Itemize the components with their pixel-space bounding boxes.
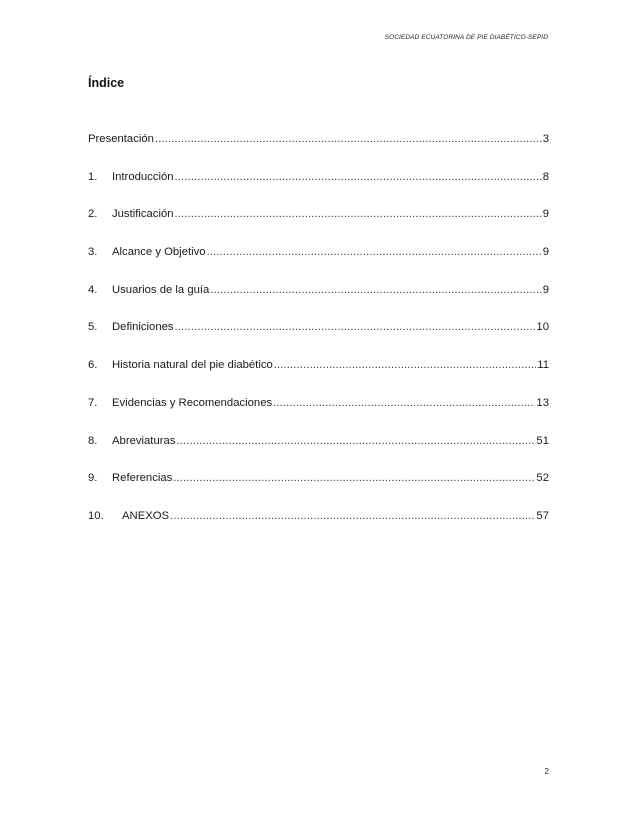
toc-entry-label: Definiciones [112, 321, 174, 334]
toc-entry-label: ANEXOS [122, 509, 170, 522]
table-of-contents [88, 129, 549, 544]
toc-entry-label: Abreviaturas [112, 434, 176, 447]
toc-entry-number: 10. [88, 509, 104, 522]
toc-leader-dots [176, 431, 535, 451]
toc-entry-page: 11 [537, 359, 549, 372]
toc-entry-label: Referencias [112, 472, 173, 485]
toc-entry-referencias[interactable] [88, 468, 549, 488]
toc-entry-evidencias[interactable] [88, 393, 549, 413]
toc-leader-dots [170, 506, 535, 526]
toc-entry-page: 51 [536, 434, 549, 447]
toc-entry-label: Usuarios de la guía [112, 283, 210, 296]
toc-entry-number: 4. [88, 283, 98, 296]
toc-leader-dots [175, 204, 542, 224]
toc-leader-dots [173, 468, 535, 488]
toc-entry-label: Presentación [88, 133, 154, 145]
toc-entry-label: Historia natural del pie diabético [112, 359, 273, 372]
toc-entry-number: 9. [88, 472, 98, 485]
toc-entry-page: 9 [542, 208, 549, 221]
toc-entry-label: Evidencias y Recomendaciones [112, 396, 273, 409]
toc-leader-dots [274, 355, 537, 375]
toc-entry-number: 8. [88, 434, 98, 447]
toc-leader-dots [207, 242, 542, 262]
running-header: SOCIEDAD ECUATORINA DE PIE DIABÉTICO-SEPID [384, 34, 548, 41]
toc-entry-historia-natural[interactable] [88, 355, 549, 375]
toc-entry-page: 9 [542, 283, 549, 296]
toc-entry-page: 52 [536, 472, 549, 485]
toc-entry-number: 5. [88, 321, 98, 334]
toc-entry-label: Alcance y Objetivo [112, 246, 206, 259]
toc-entry-number: 6. [88, 359, 98, 372]
toc-entry-number: 2. [88, 208, 98, 221]
toc-leader-dots [155, 129, 542, 149]
toc-entry-justificacion[interactable] [88, 204, 549, 224]
toc-entry-page: 13 [536, 396, 549, 409]
toc-entry-alcance[interactable] [88, 242, 549, 262]
toc-leader-dots [175, 317, 536, 337]
page-title: Índice [88, 76, 125, 90]
toc-entry-page: 10 [536, 321, 549, 334]
toc-leader-dots [273, 393, 535, 413]
toc-entry-anexos[interactable] [88, 506, 549, 526]
toc-entry-definiciones[interactable] [88, 317, 549, 337]
toc-entry-number: 3. [88, 246, 98, 259]
toc-leader-dots [175, 167, 542, 187]
toc-leader-dots [210, 280, 541, 300]
toc-entry-usuarios[interactable] [88, 280, 549, 300]
toc-entry-number: 1. [88, 170, 98, 183]
toc-entry-presentacion[interactable] [88, 129, 549, 149]
toc-entry-page: 8 [542, 170, 549, 183]
toc-entry-label: Justificación [112, 208, 174, 221]
toc-entry-abreviaturas[interactable] [88, 431, 549, 451]
toc-entry-number: 7. [88, 396, 98, 409]
toc-entry-page: 57 [536, 509, 549, 522]
toc-entry-page: 9 [542, 246, 549, 259]
page-number: 2 [544, 767, 549, 776]
toc-entry-label: Introducción [112, 170, 174, 183]
toc-entry-introduccion[interactable] [88, 167, 549, 187]
toc-entry-page: 3 [542, 133, 549, 145]
